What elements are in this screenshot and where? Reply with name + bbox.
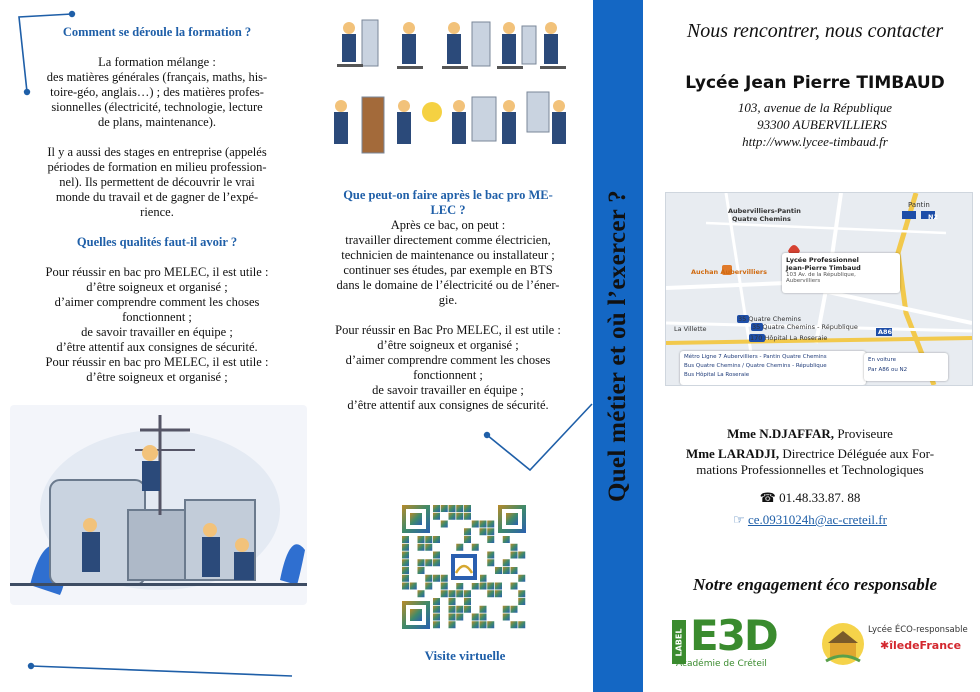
eco-heading: Notre engagement éco responsable [692, 575, 938, 594]
directrice-line: Mme LARADJI, Directrice Déléguée aux For- [685, 446, 935, 461]
email-line [650, 512, 970, 528]
contact-heading: Nous rencontrer, nous contacter [686, 20, 944, 42]
school-name: Lycée Jean Pierre TIMBAUD [685, 73, 945, 93]
phone-line: ☎ 01.48.33.87. 88 [759, 490, 861, 505]
proviseure-line: Mme N.DJAFFAR, Proviseure [727, 426, 893, 441]
hand-pointer-icon: ☞ [733, 512, 745, 527]
stages-paragraph: Il y a aussi des stages en entreprise (appelés périodes de formation en milieu profession- nel). Ils permettent de découvrir le vrai monde du travail et de gagner de l’expé- rience. [47, 145, 267, 219]
visite-virtuelle-caption: Visite virtuelle [424, 648, 506, 663]
formation-section [22, 25, 292, 385]
map-legend-car: En voiture Par A86 ou N2 [864, 353, 948, 381]
map-legend-transport: Métro Ligne 7 Aubervilliers - Pantin Quatre Chemins Bus Quatre Chemins / Quatre Chemins - République Bus Hôpital La Roseraie [680, 351, 866, 385]
heading-formation: Comment se déroule la formation ? [62, 25, 252, 39]
formation-paragraph: La formation mélange : des matières générales (français, maths, his- toire-géo, anglais…) ; des matières profes- sionnelles (électricité, technologie, lecture de plans, maintenance). [46, 55, 268, 129]
lycee-eco-responsable-logo: Lycée ÉCO-responsable ✱îledeFrance [818, 615, 968, 677]
qr-code[interactable] [400, 503, 528, 631]
heading-qualites: Quelles qualités faut-il avoir ? [76, 235, 238, 249]
apres-bac-section [318, 188, 578, 413]
qualites-paragraph: Pour réussir en bac pro MELEC, il est utile : d’être soigneux et organisé ; d’aimer comprendre comment les choses fonctionnent ; de savoir travailler en équipe ; d’être attentif aux consignes de sécurité. Pour réussir en bac pro MELEC, il est utile : d’être soigneux et organisé ; [45, 265, 269, 384]
email-link[interactable]: ce.0931024h@ac-creteil.fr [747, 512, 887, 527]
reussir-paragraph: Pour réussir en Bac Pro MELEC, il est utile : d’être soigneux et organisé ; d’aimer comprendre comment les choses fonctionnent ; de savoir travailler en équipe ; d’être attentif aux consignes de sécurité. [335, 323, 561, 412]
school-address: 103, avenue de la République 93300 AUBERVILLIERS http://www.lycee-timbaud.fr [650, 99, 980, 150]
technicians-grid-illustration [322, 12, 584, 172]
apres-bac-paragraph: Après ce bac, on peut : travailler directement comme électricien, technicien de maintenance ou installateur ; continuer ses études, par exemple en BTS dans le domaine de l’électricité ou de l’éner- gie. [336, 218, 560, 307]
heading-apres-bac: Que peut-on faire après le bac pro ME- LEC ? [343, 188, 553, 217]
e3d-logo: LABEL E3D Académie de Créteil [672, 612, 782, 674]
staff-contacts: Mme N.DJAFFAR, Proviseure Mme LARADJI, Directrice Déléguée aux For- mations Professionnelles et Technologiques ☎ 01.48.33.87. 88 ☞ ce.0931024h@ac-creteil.fr [650, 426, 970, 528]
phone-icon: ☎ [759, 490, 776, 505]
band-title: Quel métier et où l’exercer ? [604, 189, 631, 503]
school-map-card: Lycée Professionnel Jean-Pierre Timbaud 103 Av. de la République, Aubervilliers [782, 253, 900, 293]
electricians-illustration [10, 405, 307, 605]
location-map[interactable]: Aubervilliers-Pantin Quatre Chemins Pantin Lycée Professionnel Jean-Pierre Timbaud 103 Av. de la République, Aubervilliers Auchan Aubervilliers La Villette 35 Quatre Chemins 35 Quatre Chemins - République 170 Hôpital La Roseraie A86 N2 Métro Ligne 7 Aubervilliers - Pantin Quatre Chemins Bus Quatre Chemins / Quatre Chemins - République Bus Hôpital La Roseraie En voiture Par A86 ou N2 [665, 192, 973, 386]
idf-star-icon: ✱ [880, 639, 890, 652]
website-link[interactable]: http://www.lycee-timbaud.fr [742, 134, 888, 149]
